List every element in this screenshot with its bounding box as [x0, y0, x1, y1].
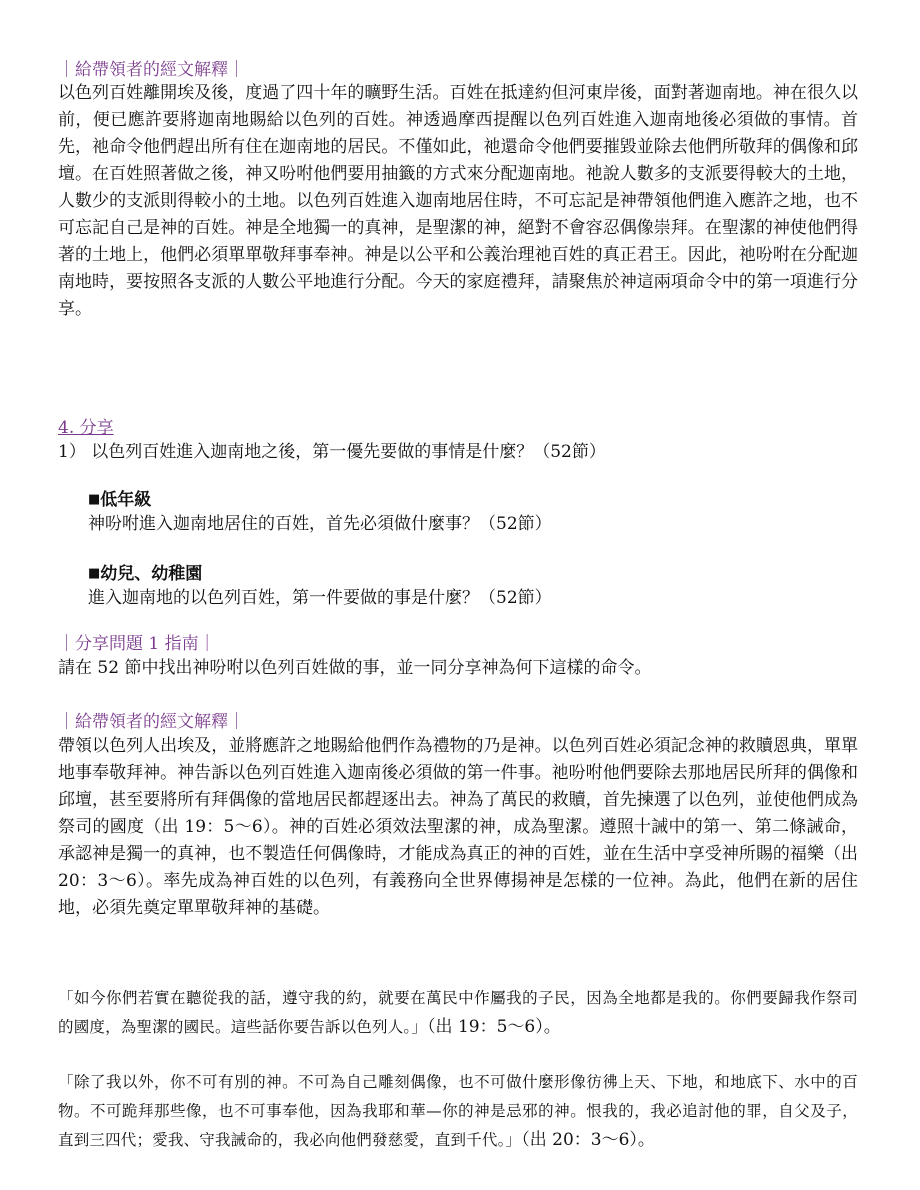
scripture-quote-2	[58, 1068, 858, 1155]
square-bullet-icon: ■	[88, 566, 101, 581]
commentary-paragraph-2: 帶領以色列人出埃及，並將應許之地賜給他們作為禮物的乃是神。以色列百姓必須記念神的救贖恩典，單單地事奉敬拜神。神告訴以色列百姓進入迦南後必須做的第一件事。祂吩咐他們要除去那地居民所拜的偶像和邱壇，甚至要將所有拜偶像的當地居民都趕逐出去。神為了萬民的救贖，首先揀選了以色列，並使他們成為祭司的國度（出 19：5～6）。神的百姓必須效法聖潔的神，成為聖潔。遵照十誡中的第一、第二條誡命，承認神是獨一的真神，也不製造任何偶像時，才能成為真正的神的百姓，並在生活中享受神所賜的福樂（出 20：3～6）。率先成為神百姓的以色列，有義務向全世界傳揚神是怎樣的一位神。為此，他們在新的居住地，必須先奠定單單敬拜神的基礎。	[58, 736, 858, 918]
commentary-paragraph: 以色列百姓離開埃及後，度過了四十年的曠野生活。百姓在抵達約但河東岸後，面對著迦南地。神在很久以前，便已應許要將迦南地賜給以色列的百姓。神透過摩西提醒以色列百姓進入迦南地後必須做的事情。首先，祂命令他們趕出所有住在迦南地的居民。不僅如此，祂還命令他們要摧毀並除去他們所敬拜的偶像和邱壇。在百姓照著做之後，神又吩咐他們要用抽籤的方式來分配迦南地。祂說人數多的支派要得較大的土地，人數少的支派則得較小的土地。以色列百姓進入迦南地居住時，不可忘記是神帶領他們進入應許之地，也不可忘記自己是神的百姓。神是全地獨一的真神，是聖潔的神，絕對不會容忍偶像崇拜。在聖潔的神使他們得著的土地上，他們必須單單敬拜事奉神。神是以公平和公義治理祂百姓的真正君王。因此，祂吩咐在分配迦南地時，要按照各支派的人數公平地進行分配。今天的家庭禮拜，請聚焦於神這兩項命令中的第一項進行分享。	[58, 83, 858, 319]
quote-1-text: 「如今你們若實在聽從我的話，遵守我的約，就要在萬民中作屬我的子民，因為全地都是我的。你們要歸我作祭司的國度，為聖潔的國民。這些話你要告訴以色列人。」	[58, 989, 858, 1036]
guide-label: ｜分享問題 1 指南｜	[58, 634, 216, 654]
lower-grade-block	[88, 488, 848, 536]
quote-1-source: （出 19：5～6）。	[427, 1017, 561, 1037]
lower-grade-title	[88, 488, 848, 512]
kindergarten-block	[88, 562, 848, 610]
sharing-heading: 4. 分享	[58, 418, 114, 438]
square-bullet-icon: ■	[88, 492, 101, 507]
sharing-question-1: 1） 以色列百姓進入迦南地之後，第一優先要做的事情是什麼？（52節）	[58, 442, 606, 462]
quote-2-text: 「除了我以外，你不可有別的神。不可為自己雕刻偶像，也不可做什麼形像彷彿上天、下地，和地底下、水中的百物。不可跪拜那些像，也不可事奉他，因為我耶和華—你的神是忌邪的神。恨我的，我必追討他的罪，自父及子，直到三四代；愛我、守我誡命的，我必向他們發慈愛，直到千代。」	[58, 1073, 858, 1149]
kindergarten-title	[88, 562, 848, 586]
lower-grade-question: 神吩咐進入迦南地居住的百姓，首先必須做什麼事？（52節）	[88, 514, 552, 534]
kindergarten-title-text: 幼兒、幼稚園	[100, 564, 203, 584]
section-label: ｜給帶領者的經文解釋｜	[58, 60, 245, 80]
lower-grade-title-text: 低年級	[100, 490, 152, 510]
guide-text: 請在 52 節中找出神吩咐以色列百姓做的事，並一同分享神為何下這樣的命令。	[58, 658, 652, 678]
section-label-2: ｜給帶領者的經文解釋｜	[58, 712, 245, 732]
kindergarten-question: 進入迦南地的以色列百姓，第一件要做的事是什麼？（52節）	[88, 588, 552, 608]
quote-2-source: （出 20：3～6）。	[521, 1130, 655, 1150]
scripture-quote-1	[58, 984, 858, 1042]
